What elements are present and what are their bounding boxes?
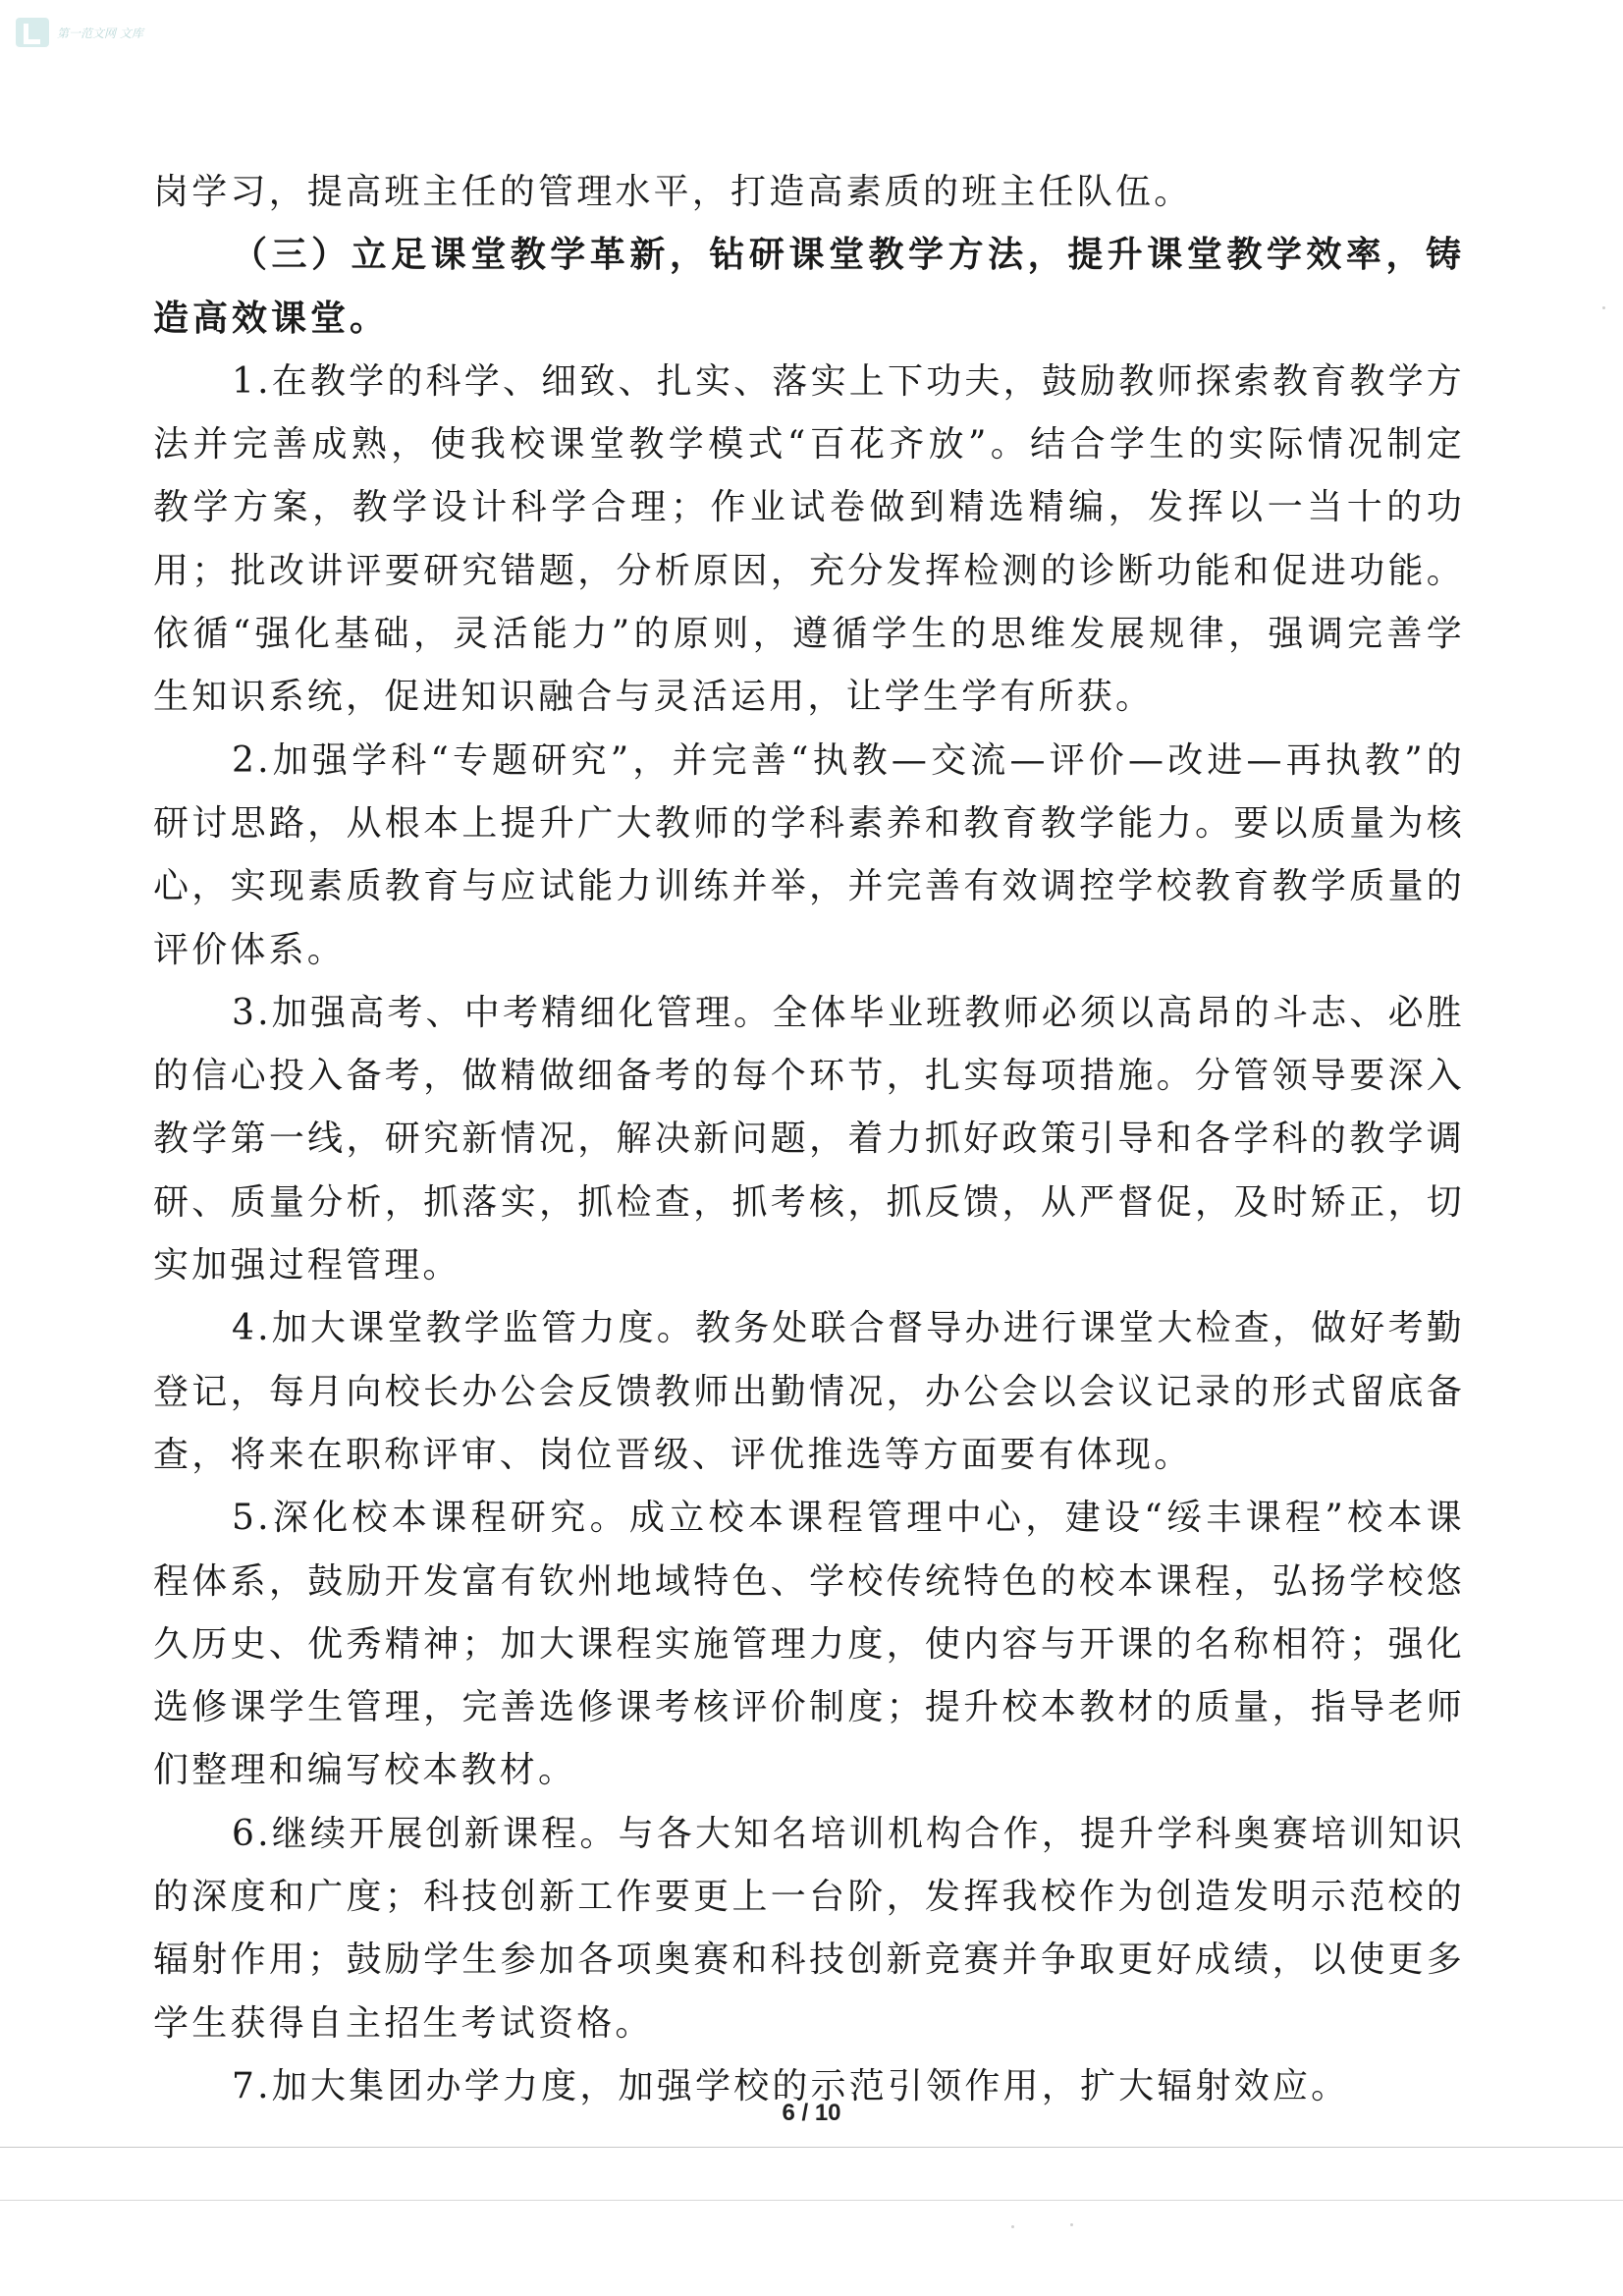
section-heading: （三）立足课堂教学革新，钻研课堂教学方法，提升课堂教学效率，铸造高效课堂。 xyxy=(153,235,1465,339)
paragraph-item-4: 4.加大课堂教学监管力度。教务处联合督导办进行课堂大检查，做好考勤登记，每月向校长办公会反馈教师出勤情况，办公会以会议记录的形式留底备查，将来在职称评审、岗位晋级、评优推选等方面要有体现。 xyxy=(153,1308,1465,1475)
paragraph-item-2: 2.加强学科“专题研究”，并完善“执教—交流—评价—改进—再执教”的研讨思路，从根本上提升广大教师的学科素养和教育教学能力。要以质量为核心，实现素质教育与应试能力训练并举，并完善有效调控学校教育教学质量的评价体系。 xyxy=(153,739,1465,970)
scan-speck xyxy=(1602,306,1605,309)
logo-text: 第一范文网 文库 xyxy=(57,26,143,40)
scan-speck xyxy=(1070,2223,1073,2226)
paragraph-item-1: 1.在教学的科学、细致、扎实、落实上下功夫，鼓励教师探索教育教学方法并完善成熟，使我校课堂教学模式“百花齐放”。结合学生的实际情况制定教学方案，教学设计科学合理；作业试卷做到精选精编，发挥以一当十的功用；批改讲评要研究错题，分析原因，充分发挥检测的诊断功能和促进功能。依循“强化基础，灵活能力”的原则，遵循学生的思维发展规律，强调完善学生知识系统，促进知识融合与灵活运用，让学生学有所获。 xyxy=(153,360,1465,718)
paragraph-item-3: 3.加强高考、中考精细化管理。全体毕业班教师必须以高昂的斗志、必胜的信心投入备考，做精做细备考的每个环节，扎实每项措施。分管领导要深入教学第一线，研究新情况，解决新问题，着力抓好政策引导和各学科的教学调研、质量分析，抓落实，抓检查，抓考核，抓反馈，从严督促，及时矫正，切实加强过程管理。 xyxy=(153,992,1465,1286)
document-body xyxy=(153,161,1465,2118)
footer-divider xyxy=(0,2147,1623,2148)
paragraph-item-5: 5.深化校本课程研究。成立校本课程管理中心，建设“绥丰课程”校本课程体系，鼓励开发富有钦州地域特色、学校传统特色的校本课程，弘扬学校悠久历史、优秀精神；加大课程实施管理力度，使内容与开课的名称相符；强化选修课学生管理，完善选修课考核评价制度；提升校本教材的质量，指导老师们整理和编写校本教材。 xyxy=(153,1498,1465,1791)
page-number: 6 / 10 xyxy=(782,2100,841,2126)
logo-icon xyxy=(16,18,49,47)
site-logo xyxy=(16,18,143,47)
scan-edge-line xyxy=(0,2200,1623,2201)
scan-speck xyxy=(1011,2225,1014,2228)
paragraph-continuation: 岗学习，提高班主任的管理水平，打造高素质的班主任队伍。 xyxy=(153,172,1193,212)
paragraph-item-7: 7.加大集团办学力度，加强学校的示范引领作用，扩大辐射效应。 xyxy=(232,2065,1350,2106)
paragraph-item-6: 6.继续开展创新课程。与各大知名培训机构合作，提升学科奥赛培训知识的深度和广度；科技创新工作要更上一台阶，发挥我校作为创造发明示范校的辐射作用；鼓励学生参加各项奥赛和科技创新竞赛并争取更好成绩，以使更多学生获得自主招生考试资格。 xyxy=(153,1813,1465,2044)
